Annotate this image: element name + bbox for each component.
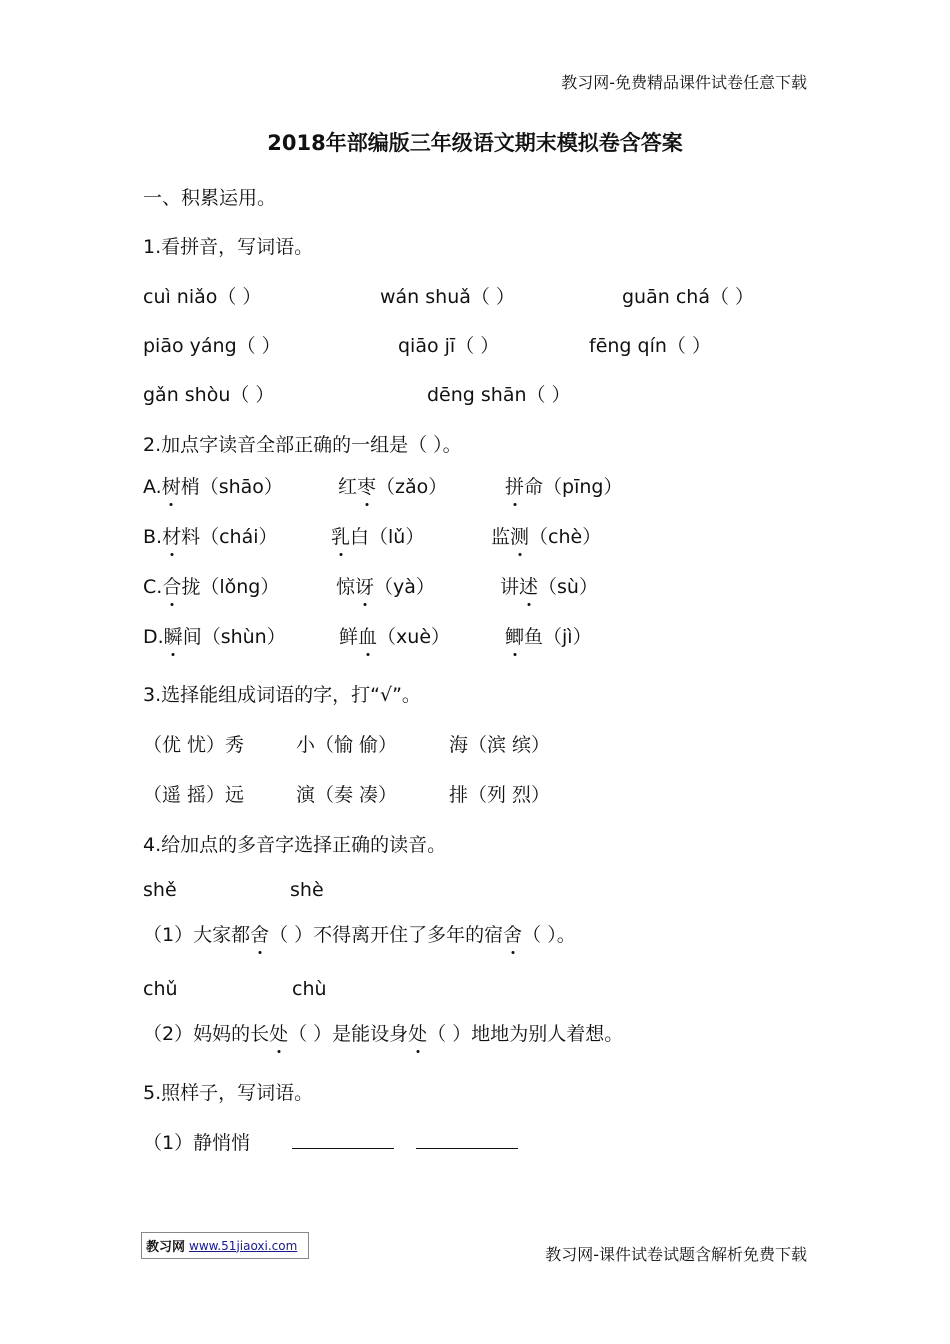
pinyin-option: shě	[143, 879, 177, 901]
char-choice: 小（愉 偷）	[296, 734, 398, 756]
pinyin-item: qiāo jī（ ）	[398, 335, 500, 357]
example-word: （1）静悄悄	[143, 1132, 251, 1154]
choice-item: A.树梢（shāo）	[143, 476, 283, 498]
char-choice: 排（列 烈）	[449, 784, 551, 806]
answer-blank[interactable]	[416, 1130, 518, 1149]
answer-blank[interactable]	[292, 1130, 394, 1149]
choice-row-b	[0, 522, 950, 548]
footer-logo[interactable]	[141, 1232, 309, 1259]
choice-row-d	[0, 622, 950, 648]
choice-item: 鲫鱼（jì）	[505, 626, 592, 648]
dotted-char: 讶	[355, 576, 375, 598]
char-choice-row-1	[0, 730, 950, 756]
choice-item: D.瞬间（shùn）	[143, 626, 286, 648]
choice-item: 监测（chè）	[491, 526, 602, 548]
pinyin-option: chǔ	[143, 978, 178, 1000]
pinyin-options-2	[0, 978, 950, 1004]
choice-item: 拼命（pīng）	[505, 476, 623, 498]
choice-item: 惊讶（yà）	[336, 576, 435, 598]
dotted-char: 拼	[505, 476, 525, 498]
example-line-1	[143, 1128, 518, 1155]
pinyin-item: cuì niǎo（ ）	[143, 286, 262, 308]
dotted-char: 舍	[250, 924, 270, 946]
choice-row-a	[0, 472, 950, 498]
polyphone-sentence-2: （2）妈妈的长处（ ）是能设身处（ ）地地为别人着想。	[143, 1023, 624, 1045]
dotted-char: 树	[161, 476, 181, 498]
pinyin-option: chù	[292, 978, 327, 1000]
char-choice-row-2	[0, 780, 950, 806]
pinyin-item: guān chá（ ）	[622, 286, 754, 308]
section-heading: 一、积累运用。	[143, 187, 277, 209]
question-2-prompt: 2.加点字读音全部正确的一组是（ ）。	[143, 434, 462, 456]
pinyin-item: dēng shān（ ）	[427, 384, 571, 406]
dotted-char: 测	[510, 526, 530, 548]
dotted-char: 舍	[503, 924, 523, 946]
question-5-prompt: 5.照样子，写词语。	[143, 1082, 314, 1104]
dotted-char: 合	[162, 576, 182, 598]
question-4-prompt: 4.给加点的多音字选择正确的读音。	[143, 834, 447, 856]
choice-item: 乳白（lǔ）	[331, 526, 425, 548]
question-3-prompt: 3.选择能组成词语的字，打“√”。	[143, 684, 421, 706]
char-choice: 海（滨 缤）	[449, 734, 551, 756]
dotted-char: 乳	[331, 526, 351, 548]
choice-item: B.材料（chái）	[143, 526, 278, 548]
pinyin-row-1	[0, 282, 950, 308]
logo-text: 教习网	[146, 1240, 186, 1255]
pinyin-row-2	[0, 331, 950, 357]
dotted-char: 瞬	[163, 626, 183, 648]
dotted-char: 材	[162, 526, 182, 548]
pinyin-option: shè	[290, 879, 324, 901]
dotted-char: 处	[269, 1023, 289, 1045]
dotted-char: 血	[358, 626, 378, 648]
pinyin-item: fēng qín（ ）	[589, 335, 711, 357]
dotted-char: 枣	[357, 476, 377, 498]
pinyin-row-3	[0, 380, 950, 406]
pinyin-options-1	[0, 879, 950, 905]
choice-item: 鲜血（xuè）	[339, 626, 451, 648]
pinyin-item: piāo yáng（ ）	[143, 335, 281, 357]
choice-row-c	[0, 572, 950, 598]
question-1-prompt: 1.看拼音，写词语。	[143, 236, 314, 258]
dotted-char: 处	[408, 1023, 428, 1045]
choice-item: 红枣（zǎo）	[338, 476, 448, 498]
char-choice: （优 忧）秀	[143, 734, 245, 756]
choice-item: 讲述（sù）	[500, 576, 598, 598]
header-note: 教习网-免费精品课件试卷任意下载	[561, 73, 807, 92]
footer-note: 教习网-课件试卷试题含解析免费下载	[545, 1245, 807, 1264]
pinyin-item: gǎn shòu（ ）	[143, 384, 275, 406]
polyphone-sentence-1: （1）大家都舍（ ）不得离开住了多年的宿舍（ ）。	[143, 924, 576, 946]
dotted-char: 述	[519, 576, 539, 598]
logo-url-link[interactable]: www.51jiaoxi.com	[189, 1238, 298, 1253]
dotted-char: 鲫	[505, 626, 525, 648]
pinyin-item: wán shuǎ（ ）	[380, 286, 515, 308]
document-title: 2018年部编版三年级语文期末模拟卷含答案	[267, 131, 683, 155]
char-choice: 演（奏 凑）	[296, 784, 398, 806]
char-choice: （遥 摇）远	[143, 784, 245, 806]
choice-item: C.合拢（lǒng）	[143, 576, 280, 598]
